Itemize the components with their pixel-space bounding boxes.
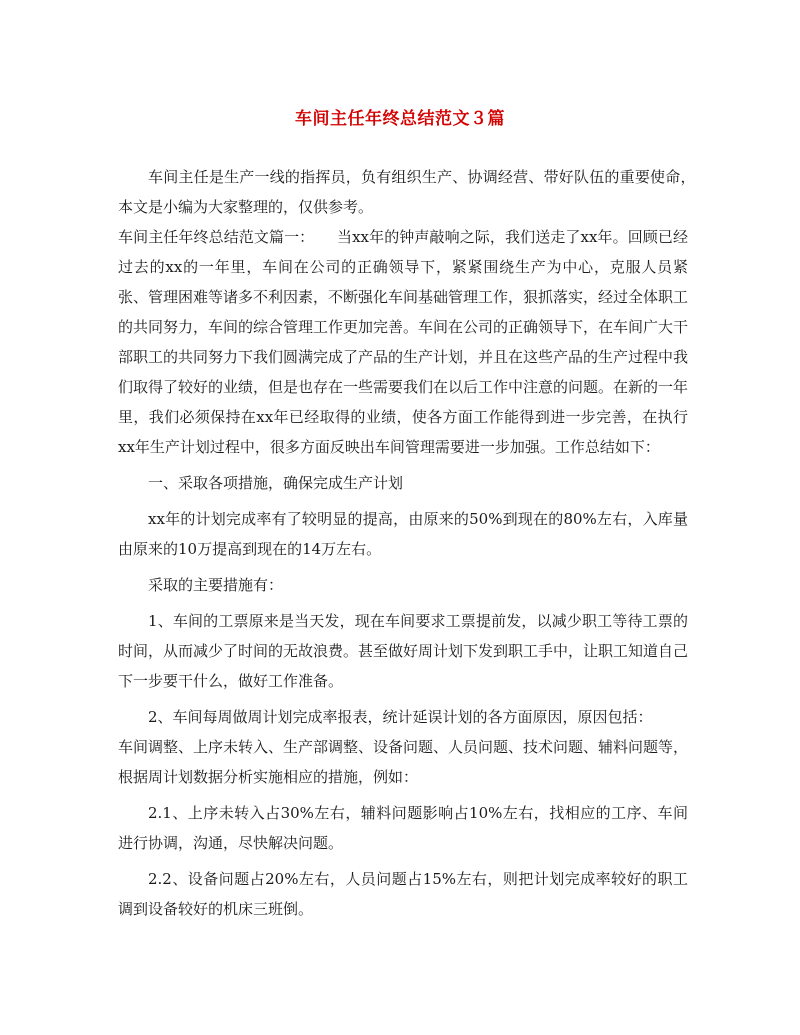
measure-item-2-2: 2.2、设备问题占20%左右，人员问题占15%左右，则把计划完成率较好的职工调到设备较好的机床三班倒。 bbox=[118, 870, 688, 918]
measure-item-2-1: 2.1、上序未转入占30%左右，辅料问题影响占10%左右，找相应的工序、车间进行协调，沟通，尽快解决问题。 bbox=[118, 804, 688, 852]
paragraph-part-one: 车间主任年终总结范文篇一： 当xx年的钟声敲响之际，我们送走了xx年。回顾已经过去的xx的一年里，车间在公司的正确领导下，紧紧围绕生产为中心，克服人员紧张、管理困难等诸多不利因素，不断强化车间基础管理工作，狠抓落实，经过全体职工的共同努力，车间的综合管理工作更加完善。车间在公司的正确领导下，在车间广大干部职工的共同努力下我们圆满完成了产品的生产计划，并且在这些产品的生产过程中我们取得了较好的业绩，但是也存在一些需要我们在以后工作中注意的问题。在新的一年里，我们必须保持在xx年已经取得的业绩，使各方面工作能得到进一步完善，在执行xx年生产计划过程中，很多方面反映出车间管理需要进一步加强。工作总结如下： bbox=[118, 228, 689, 456]
measure-item-2: 2、车间每周做周计划完成率报表，统计延误计划的各方面原因，原因包括： bbox=[148, 708, 653, 726]
section-heading-1: 一、采取各项措施，确保完成生产计划 bbox=[148, 474, 404, 492]
document-title: 车间主任年终总结范文３篇 bbox=[295, 109, 505, 129]
paragraph-measures-heading: 采取的主要措施有： bbox=[148, 576, 284, 594]
paragraph-completion-rate: xx年的计划完成率有了较明显的提高，由原来的50%到现在的80%左右，入库量由原来的10万提高到现在的14万左右。 bbox=[118, 510, 688, 558]
measure-item-2-continued: 车间调整、上序未转入、生产部调整、设备问题、人员问题、技术问题、辅料问题等，根据周计划数据分析实施相应的措施，例如： bbox=[118, 738, 689, 786]
document-body bbox=[118, 162, 704, 930]
measure-item-1: 1、车间的工票原来是当天发，现在车间要求工票提前发，以减少职工等待工票的时间，从而减少了时间的无故浪费。甚至做好周计划下发到职工手中，让职工知道自己下一步要干什么，做好工作准备。 bbox=[118, 612, 689, 690]
intro-paragraph: 车间主任是生产一线的指挥员，负有组织生产、协调经营、带好队伍的重要使命， 本文是小编为大家整理的，仅供参考。 bbox=[118, 168, 704, 216]
